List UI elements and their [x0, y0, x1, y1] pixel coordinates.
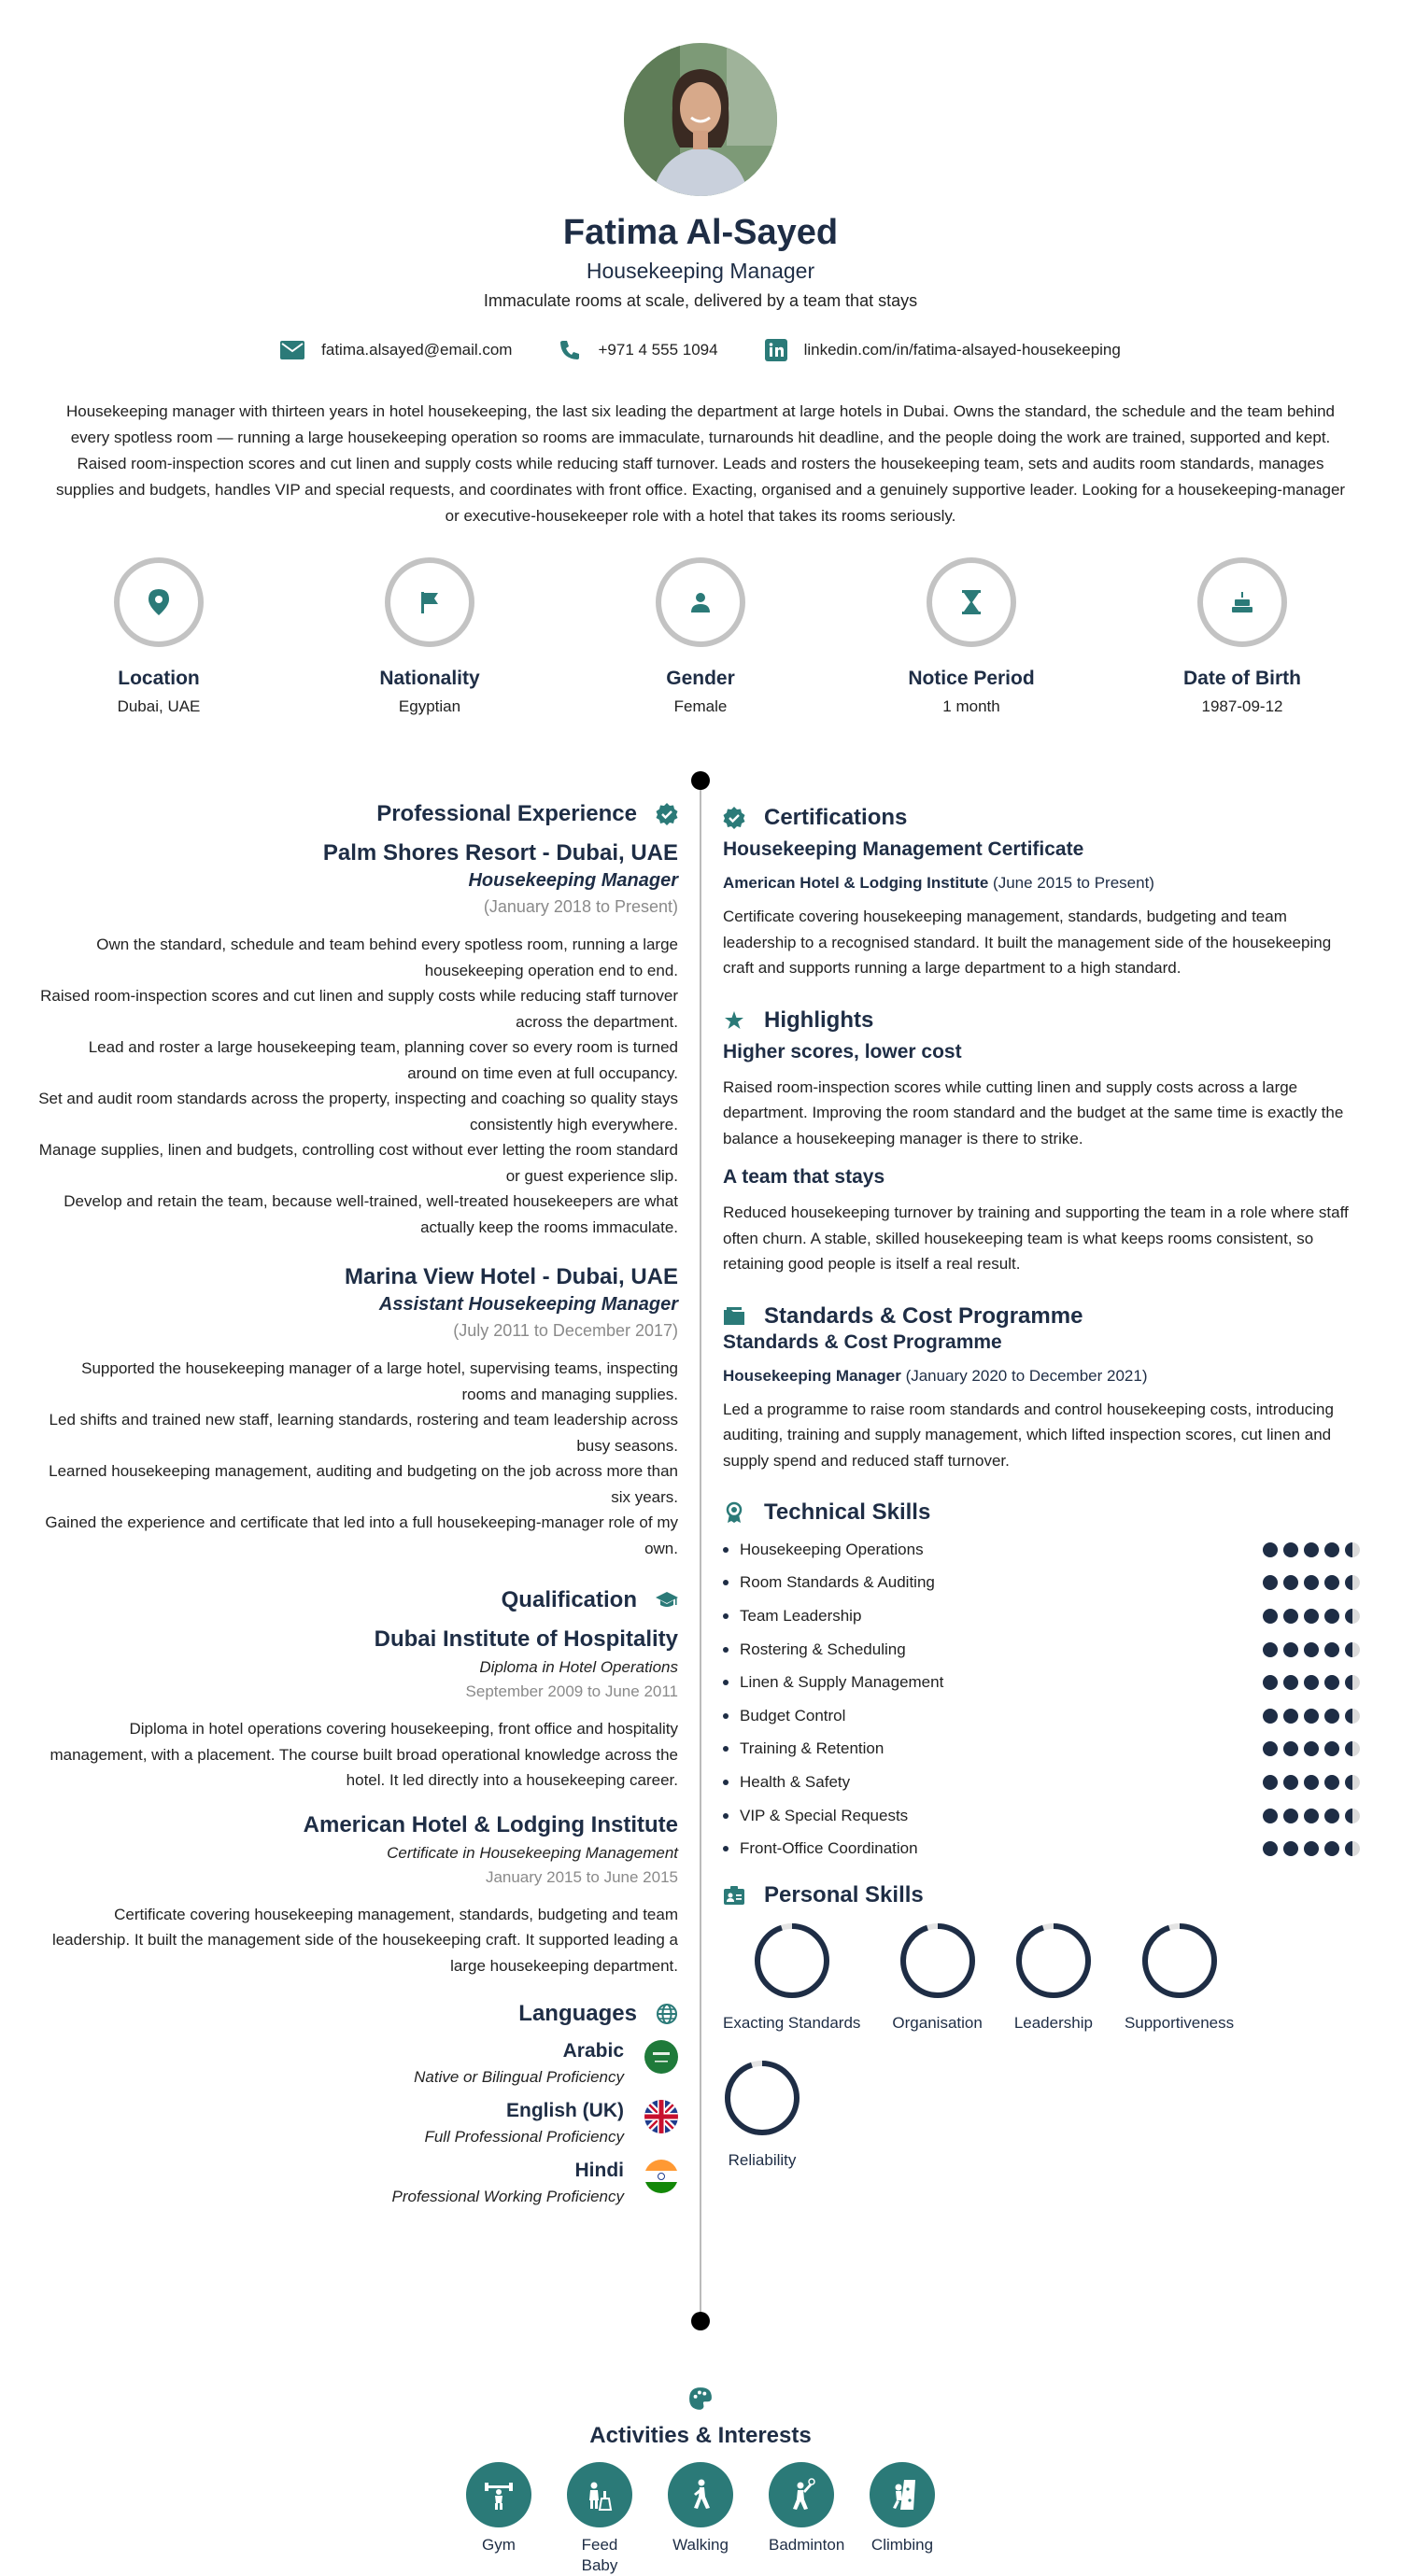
rating-dot [1304, 1841, 1319, 1856]
job-bullet: Raised room-inspection scores and cut linen and supply costs while reducing staff turnover across the department. [40, 987, 678, 1031]
skill-name: Health & Safety [723, 1773, 850, 1792]
language-item [37, 2160, 678, 2206]
candidate-role: Housekeeping Manager [586, 259, 815, 283]
rating-dot [1283, 1841, 1298, 1856]
section-title: Personal Skills [764, 1881, 924, 1907]
skill-row [723, 1766, 1360, 1799]
education-description: Certificate covering housekeeping management, standards, budgeting and team leadership. It built the management side of the housekeeping craft. It supported leading a large housekeeping department. [51, 1905, 678, 1975]
rating-dot [1304, 1609, 1319, 1624]
rating-dot [1283, 1675, 1298, 1690]
skill-progress-arc [903, 1926, 972, 1995]
india-flag-icon [644, 2160, 678, 2193]
rating-dot [1324, 1675, 1339, 1690]
rating-dot [1324, 1809, 1339, 1823]
personal-skill-label: Organisation [892, 2013, 983, 2032]
education-entry [37, 1812, 678, 1979]
palette-icon [688, 2386, 713, 2411]
skill-progress-ring [1014, 1921, 1093, 2000]
person-icon [690, 592, 711, 612]
rating-dot [1263, 1709, 1278, 1724]
language-item [37, 2100, 678, 2147]
certification-title: Housekeeping Management Certificate [723, 838, 1084, 860]
rating-dot [1283, 1642, 1298, 1657]
rating-dot [1304, 1542, 1319, 1557]
timeline-end-dot [691, 2312, 710, 2330]
highlight-text: Raised room-inspection scores while cutting linen and supply costs across a large department. Improving the room standard and the budget at the same time is exactly the balance a housekeeping manager is there to strike. [723, 1077, 1344, 1147]
personal-skill [892, 1921, 982, 2033]
job-bullet: Led shifts and trained new staff, learning standards, rostering and team leadership across busy seasons. [49, 1411, 678, 1455]
language-name: Arabic [562, 2040, 624, 2062]
personal-skill [723, 2059, 801, 2170]
rating-dot [1324, 1642, 1339, 1657]
activity-label: Badminton [769, 2536, 845, 2554]
rating-dot [1283, 1542, 1298, 1557]
skill-rating [1263, 1642, 1360, 1657]
profile-photo [624, 43, 777, 196]
rating-dot [1263, 1809, 1278, 1823]
skill-rating [1263, 1809, 1360, 1823]
job-entry [37, 840, 678, 1240]
activity-item [870, 2462, 935, 2576]
language-name: Hindi [574, 2160, 624, 2181]
rating-dot [1263, 1741, 1278, 1756]
education-degree: Certificate in Housekeeping Management [387, 1843, 678, 1862]
skill-progress-ring [723, 2059, 801, 2137]
climbing-icon [885, 2478, 919, 2512]
skill-progress-arc [757, 1926, 827, 1995]
skill-row [723, 1633, 1360, 1667]
personal-skill-label: Supportiveness [1124, 2013, 1235, 2032]
skill-rating [1263, 1609, 1360, 1624]
email-icon [280, 341, 304, 359]
cake-icon [1231, 591, 1253, 613]
left-column [37, 801, 678, 2206]
activity-item [668, 2462, 733, 2576]
job-bullet: Gained the experience and certificate that led into a full housekeeping-manager role of my own. [45, 1513, 678, 1557]
highlight-title: A team that stays [723, 1166, 885, 1188]
rating-dot [1304, 1642, 1319, 1657]
timeline-divider [700, 781, 701, 2321]
fact-label: Notice Period [908, 668, 1035, 689]
personal-skills-list [723, 1921, 1360, 2196]
education-entry [37, 1626, 678, 1794]
education-institution: Dubai Institute of Hospitality [374, 1626, 678, 1652]
activity-item [567, 2462, 632, 2576]
personal-skill-label: Reliability [728, 2150, 797, 2169]
id-badge-icon [723, 1884, 745, 1907]
skill-progress-arc [728, 2063, 797, 2133]
skill-name: Linen & Supply Management [723, 1673, 943, 1692]
feed-baby-icon [583, 2478, 616, 2512]
fact-date-of-birth [1158, 557, 1326, 716]
certification-issuer-line [723, 874, 1360, 893]
section-title: Certifications [764, 805, 908, 830]
fact-label: Nationality [379, 668, 480, 689]
skill-rating [1263, 1709, 1360, 1724]
job-dates: (July 2011 to December 2017) [453, 1321, 678, 1340]
skill-row [723, 1599, 1360, 1633]
personal-skill-label: Leadership [1013, 2013, 1093, 2032]
activities-list [0, 2462, 1401, 2576]
job-bullet: Own the standard, schedule and team behind every spotless room, running a large housekeeping operation end to end. [96, 936, 678, 979]
activity-label: Feed Baby [581, 2536, 618, 2574]
rating-dot [1304, 1575, 1319, 1590]
job-bullet: Supported the housekeeping manager of a large hotel, supervising teams, inspecting rooms and managing supplies. [81, 1359, 678, 1403]
highlight-text: Reduced housekeeping turnover by training and supporting the team in a role where staff often churn. A stable, skilled housekeeping team is what keeps rooms consistent, so retaining good people is itself a real result. [723, 1204, 1349, 1273]
programme-heading [723, 1303, 1360, 1330]
rating-dot [1345, 1642, 1360, 1657]
rating-dot [1345, 1809, 1360, 1823]
phone-icon [559, 339, 581, 361]
rating-dot [1263, 1609, 1278, 1624]
programme-role: Housekeeping Manager [723, 1366, 901, 1385]
section-title: Qualification [501, 1587, 637, 1612]
rating-dot [1345, 1542, 1360, 1557]
rating-dot [1345, 1575, 1360, 1590]
verified-badge-icon [656, 803, 678, 825]
rating-dot [1324, 1741, 1339, 1756]
rating-dot [1304, 1809, 1319, 1823]
skill-rating [1263, 1675, 1360, 1690]
technical-skills-heading [723, 1499, 1360, 1526]
job-bullet: Learned housekeeping management, auditing and budgeting on the job across more than six years. [49, 1462, 678, 1506]
skill-name: Team Leadership [723, 1607, 861, 1626]
skill-row [723, 1699, 1360, 1733]
rating-dot [1263, 1841, 1278, 1856]
rating-dot [1263, 1642, 1278, 1657]
contact-email[interactable] [280, 339, 512, 361]
fact-value: 1987-09-12 [1201, 697, 1283, 715]
fact-gender [616, 557, 785, 716]
rating-dot [1345, 1841, 1360, 1856]
rating-dot [1304, 1709, 1319, 1724]
activity-label: Walking [672, 2536, 729, 2554]
job-company: Palm Shores Resort - Dubai, UAE [322, 840, 678, 866]
activity-item [769, 2462, 845, 2576]
rating-dot [1324, 1542, 1339, 1557]
job-dates: (January 2018 to Present) [483, 897, 678, 916]
skill-name: Budget Control [723, 1707, 845, 1725]
education-degree: Diploma in Hotel Operations [479, 1658, 678, 1676]
personal-facts [75, 557, 1326, 716]
fact-label: Location [118, 668, 200, 689]
verified-badge-icon [723, 807, 745, 829]
fact-nationality [346, 557, 514, 716]
education-description: Diploma in hotel operations covering housekeeping, front office and hospitality management, with a placement. The course built broad operational knowledge across the hotel. It led directly into a housekeeping career. [50, 1720, 678, 1789]
rating-dot [1263, 1775, 1278, 1790]
linkedin-text[interactable]: linkedin.com/in/fatima-alsayed-housekeeping [803, 341, 1121, 359]
section-title: Languages [518, 2001, 637, 2026]
fact-value: Dubai, UAE [117, 697, 201, 715]
walking-icon [684, 2478, 717, 2512]
personal-skill-label: Exacting Standards [723, 2013, 861, 2032]
languages-heading [37, 2001, 678, 2027]
section-title: Technical Skills [764, 1499, 931, 1525]
rating-dot [1345, 1709, 1360, 1724]
experience-heading [37, 801, 678, 827]
personal-skill [1014, 1921, 1093, 2033]
skill-name: VIP & Special Requests [723, 1807, 908, 1825]
technical-skills-list [723, 1533, 1360, 1865]
skill-progress-arc [1019, 1926, 1088, 1995]
personal-skills-heading [723, 1882, 1360, 1908]
skill-row [723, 1733, 1360, 1767]
skill-rating [1263, 1775, 1360, 1790]
job-title: Assistant Housekeeping Manager [378, 1294, 678, 1315]
candidate-name: Fatima Al-Sayed [562, 213, 839, 252]
globe-icon [656, 2003, 678, 2025]
language-name: English (UK) [506, 2100, 624, 2121]
personal-skill [723, 1921, 860, 2033]
job-bullets [37, 1356, 678, 1561]
rating-dot [1304, 1675, 1319, 1690]
fact-label: Date of Birth [1183, 668, 1301, 689]
candidate-tagline: Immaculate rooms at scale, delivered by a team that stays [483, 291, 918, 310]
fact-label: Gender [666, 668, 735, 689]
fact-notice-period [887, 557, 1055, 716]
contact-bar [0, 339, 1401, 361]
contact-linkedin[interactable] [765, 339, 1121, 361]
skill-progress-ring [753, 1921, 831, 2000]
fact-location [75, 557, 243, 716]
skill-name: Housekeeping Operations [723, 1541, 924, 1559]
job-entry [37, 1264, 678, 1561]
job-bullet: Develop and retain the team, because well-trained, well-treated housekeepers are what actually keep the rooms immaculate. [64, 1192, 678, 1236]
rating-dot [1283, 1741, 1298, 1756]
skill-progress-arc [1145, 1926, 1214, 1995]
fact-value: 1 month [942, 697, 1000, 715]
personal-skill [1125, 1921, 1234, 2033]
job-bullet: Manage supplies, linen and budgets, controlling cost without ever letting the room standard or guest experience slip. [38, 1141, 678, 1185]
activities-section [0, 2386, 1401, 2576]
skill-rating [1263, 1542, 1360, 1557]
right-column [723, 805, 1360, 2196]
section-title: Professional Experience [376, 801, 637, 826]
job-bullet: Set and audit room standards across the property, inspecting and coaching so quality stays consistently high everywhere. [38, 1090, 678, 1133]
highlights-heading [723, 1007, 1360, 1034]
email-text[interactable]: fatima.alsayed@email.com [321, 341, 513, 359]
rating-dot [1263, 1542, 1278, 1557]
fact-value: Egyptian [398, 697, 461, 715]
skill-rating [1263, 1575, 1360, 1590]
rating-dot [1283, 1609, 1298, 1624]
activity-label: Gym [482, 2536, 516, 2554]
highlight-title: Higher scores, lower cost [723, 1040, 962, 1063]
programme-role-line [723, 1367, 1360, 1386]
language-level: Full Professional Proficiency [424, 2128, 624, 2146]
skill-rating [1263, 1741, 1360, 1756]
programme-description: Led a programme to raise room standards and control housekeeping costs, introducing auditing, training and supply management, which lifted inspection scores, cut linen and supply spend and reduced staff turnover. [723, 1400, 1334, 1470]
job-bullets [37, 932, 678, 1240]
rating-dot [1283, 1709, 1298, 1724]
programme-dates: (January 2020 to December 2021) [905, 1366, 1148, 1385]
rating-dot [1324, 1709, 1339, 1724]
skill-name: Room Standards & Auditing [723, 1573, 935, 1592]
programme-title: Standards & Cost Programme [723, 1330, 1002, 1353]
skill-progress-ring [1140, 1921, 1219, 2000]
rating-dot [1345, 1741, 1360, 1756]
section-title: Standards & Cost Programme [764, 1302, 1083, 1329]
skill-row [723, 1832, 1360, 1865]
map-pin-icon [149, 589, 169, 615]
rating-dot [1345, 1775, 1360, 1790]
skill-rating [1263, 1841, 1360, 1856]
rating-dot [1283, 1575, 1298, 1590]
skill-name: Training & Retention [723, 1739, 884, 1758]
skill-name: Rostering & Scheduling [723, 1640, 906, 1659]
qualification-heading [37, 1587, 678, 1613]
graduation-cap-icon [656, 1589, 678, 1612]
certification-issuer: American Hotel & Lodging Institute [723, 874, 989, 892]
skill-name: Front-Office Coordination [723, 1839, 918, 1858]
star-rocket-icon [723, 1009, 745, 1032]
contact-phone[interactable] [559, 339, 717, 361]
rating-dot [1263, 1675, 1278, 1690]
folder-icon [723, 1305, 745, 1328]
resume-header [0, 0, 1401, 716]
skill-row [723, 1799, 1360, 1833]
section-title: Highlights [764, 1006, 874, 1033]
job-bullet: Lead and roster a large housekeeping team, planning cover so every room is turned around on time even at full occupancy. [88, 1038, 678, 1082]
linkedin-icon [765, 339, 787, 361]
gym-icon [482, 2478, 516, 2512]
activity-label: Climbing [870, 2536, 934, 2554]
flag-icon [419, 591, 440, 613]
rating-dot [1345, 1675, 1360, 1690]
certification-dates: (June 2015 to Present) [993, 874, 1154, 892]
skill-row [723, 1567, 1360, 1600]
skill-progress-ring [899, 1921, 977, 2000]
rating-dot [1263, 1575, 1278, 1590]
education-dates: January 2015 to June 2015 [485, 1867, 678, 1886]
rating-dot [1283, 1775, 1298, 1790]
activity-item [466, 2462, 531, 2576]
rating-dot [1345, 1609, 1360, 1624]
timeline-start-dot [691, 771, 710, 790]
certification-description: Certificate covering housekeeping management, standards, budgeting and team leadership to a recognised standard. It built the management side of the housekeeping craft and supports running a large department to a high standard. [723, 908, 1332, 977]
rating-dot [1324, 1609, 1339, 1624]
rating-dot [1304, 1741, 1319, 1756]
profile-summary: Housekeeping manager with thirteen years in hotel housekeeping, the last six leading the department at large hotels in Dubai. Owns the standard, the schedule and the team behind every spotless room — running a large housekeeping operation so rooms are immaculate, turnarounds hit deadline, and the people doing the work are trained, supported and kept. Raised room-inspection scores and cut linen and supply costs while reducing staff turnover. Leads and rosters the housekeeping team, sets and audits room standards, manages supplies and budgets, handles VIP and special requests, and coordinates with front office. Exacting, organised and a genuinely supportive leader. Looking for a housekeeping-manager or executive-housekeeper role with a hotel that takes its rooms seriously. [55, 402, 1346, 525]
uk-flag-icon [644, 2100, 678, 2133]
rating-dot [1324, 1841, 1339, 1856]
fact-value: Female [673, 697, 728, 715]
hourglass-icon [962, 590, 981, 614]
phone-text[interactable]: +971 4 555 1094 [598, 341, 718, 359]
skill-row [723, 1666, 1360, 1699]
badminton-icon [785, 2478, 818, 2512]
job-company: Marina View Hotel - Dubai, UAE [345, 1264, 678, 1289]
rating-dot [1324, 1775, 1339, 1790]
rating-dot [1324, 1575, 1339, 1590]
job-title: Housekeeping Manager [468, 870, 678, 891]
saudi-flag-icon [644, 2040, 678, 2074]
rating-dot [1304, 1775, 1319, 1790]
education-dates: September 2009 to June 2011 [465, 1682, 678, 1700]
activities-heading: Activities & Interests [589, 2423, 812, 2448]
skill-row [723, 1533, 1360, 1567]
education-institution: American Hotel & Lodging Institute [303, 1811, 678, 1837]
language-level: Native or Bilingual Proficiency [414, 2068, 624, 2086]
award-ribbon-icon [723, 1501, 745, 1524]
certifications-heading [723, 805, 1360, 831]
language-level: Professional Working Proficiency [391, 2188, 624, 2205]
rating-dot [1283, 1809, 1298, 1823]
language-item [37, 2040, 678, 2087]
